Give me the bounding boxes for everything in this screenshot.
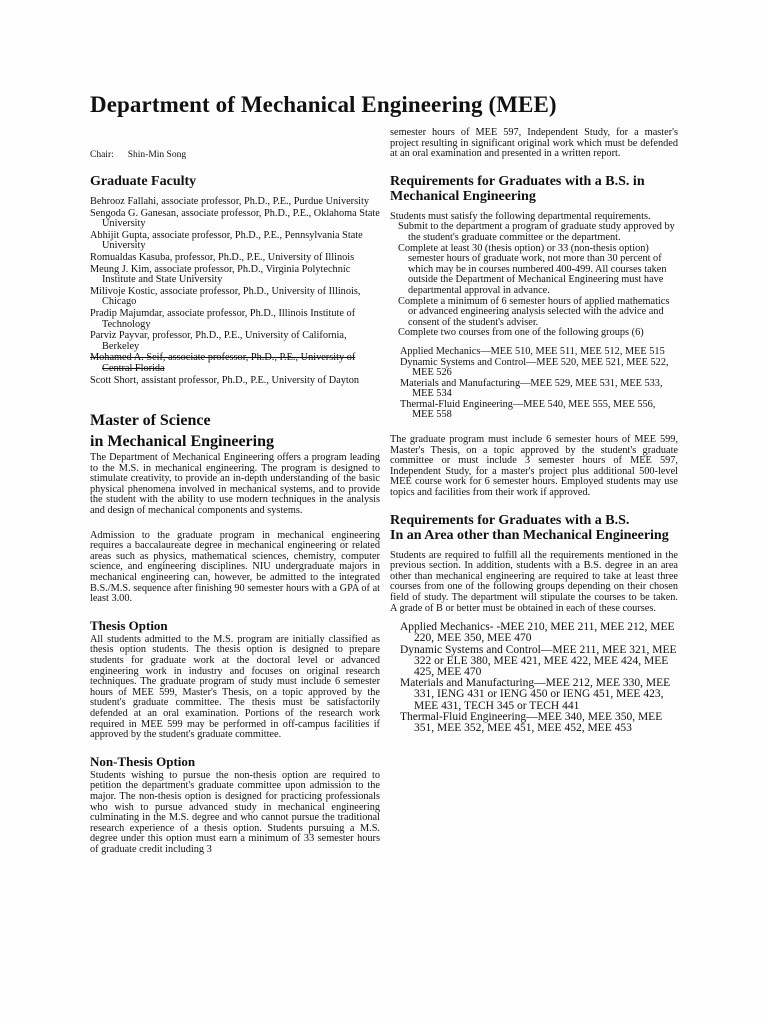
bs-course-groups: [390, 347, 678, 421]
requirement-item: Complete two courses from one of the following groups (6): [398, 327, 644, 339]
right-column: [390, 128, 678, 734]
left-column: [90, 128, 380, 856]
course-group: Dynamic Systems and Control—MEE 211, MEE 321, MEE 322 or ELE 380, MEE 421, MEE 422, MEE 424, MEE 425, MEE 470: [400, 643, 677, 678]
other-course-groups: [390, 622, 678, 734]
faculty-member: Behrooz Fallahi, associate professor, Ph.D., P.E., Purdue University: [90, 196, 369, 207]
ms-heading-line2: in Mechanical Engineering: [90, 433, 274, 451]
other-requirements-heading-line1: Requirements for Graduates with a B.S.: [390, 512, 630, 528]
ms-paragraph-2: Admission to the graduate program in mechanical engineering requires a baccalaureate degree in mechanical engineering or related areas such as physics, mathematical sciences, chemistry, computer science, and engineering disciplines. NIU undergraduate majors in mechanical engineering can, however, be admitted to the integrated B.S./M.S. sequence after finishing 90 semester hours with a GPA of at least 3.00.: [90, 529, 380, 605]
non-thesis-option-heading: Non-Thesis Option: [90, 753, 196, 769]
faculty-member: Pradip Majumdar, associate professor, Ph.D., Illinois Institute of Technology: [90, 307, 356, 330]
faculty-member-struck: Mohamed A. Seif, associate professor, Ph.D., P.E., University of Central Florida: [90, 352, 356, 374]
faculty-member: Meung J. Kim, associate professor, Ph.D., Virginia Polytechnic Institute and State University: [90, 263, 351, 286]
requirement-item: Complete at least 30 (thesis option) or 33 (non-thesis option) semester hours of graduate work, not more than 30 percent of which may be in courses numbered 400-499. All courses taken outside the Department of Mechanical Engineering must have departmental approval in advance.: [398, 242, 667, 296]
page-title: Department of Mechanical Engineering (MEE): [90, 92, 557, 117]
requirement-item: Submit to the department a program of graduate study approved by the student's graduate committee or the department.: [398, 221, 675, 243]
faculty-member: Milivoje Kostic, associate professor, Ph.D., University of Illinois, Chicago: [90, 285, 361, 308]
faculty-member: Abhijit Gupta, associate professor, Ph.D., P.E., Pennsylvania State University: [90, 229, 363, 252]
non-thesis-continued: semester hours of MEE 597, Independent Study, for a master's project resulting in significant original work which must be defended at an oral examination and presented in a written report.: [390, 127, 678, 160]
course-group: Materials and Manufacturing—MEE 212, MEE 330, MEE 331, IENG 431 or IENG 450 or IENG 451, MEE 423, MEE 431, TECH 345 or TECH 441: [400, 677, 671, 712]
bs-requirements-heading: Requirements for Graduates with a B.S. in Mechanical Engineering: [390, 173, 645, 204]
non-thesis-option-text: Students wishing to pursue the non-thesis option are required to petition the department's graduate committee upon admission to the major. The non-thesis option is designed for practicing professionals who wish to pursue advanced study in mechanical engineering culminating in the M.S. degree and who cannot pursue the traditional research experience of a thesis option. Students pursuing a M.S. degree under this option must earn a minimum of 33 semester hours of graduate credit including 3: [90, 769, 380, 855]
requirement-item: Complete a minimum of 6 semester hours of applied mathematics or advanced engineering analysis selected with the advice and consent of the student's adviser.: [398, 295, 670, 328]
bs-requirements-list: [390, 222, 678, 339]
course-group: Materials and Manufacturing—MEE 529, MEE 531, MEE 533, MEE 534: [400, 377, 663, 400]
thesis-option-text: All students admitted to the M.S. program are initially classified as thesis option students. The thesis option is designed to prepare students for graduate work at the doctoral level or advanced engineering work in industry and focuses on original research techniques. The graduate program of study must include 6 semester hours of MEE 599, Master's Thesis, on a topic approved by the student's graduate committee. The thesis must be satisfactorily defended at an oral examination. Portions of the research work required in MEE 599 may be performed in off-campus facilities if approved by the student's graduate committee.: [90, 633, 380, 741]
ms-paragraph-1: The Department of Mechanical Engineering offers a program leading to the M.S. in mechanical engineering. The program is designed to stimulate creativity, to provide an in-depth understanding of the basic physical phenomena involved in mechanical systems, and to provide the student with the ability to use modern techniques in the analysis and design of mechanical components and systems.: [90, 452, 380, 517]
other-requirements-heading-line2: In an Area other than Mechanical Engineering: [390, 527, 669, 543]
faculty-member: Scott Short, assistant professor, Ph.D., P.E., University of Dayton: [90, 374, 360, 386]
faculty-member: Romualdas Kasuba, professor, Ph.D., P.E., University of Illinois: [90, 251, 355, 263]
faculty-member: Parviz Payvar, professor, Ph.D., P.E., University of California, Berkeley: [90, 330, 347, 352]
course-group: Dynamic Systems and Control—MEE 520, MEE 521, MEE 522, MEE 526: [400, 356, 669, 379]
other-requirements-text: Students are required to fulfill all the requirements mentioned in the previous section. In addition, students with a B.S. degree in an area other than mechanical engineering are required to take at least three courses from one of the following groups depending on their chosen field of study. The department will stipulate the courses to be taken. A grade of B or better must be obtained in each of these courses.: [390, 549, 678, 614]
course-group: Applied Mechanics—MEE 510, MEE 511, MEE 512, MEE 515: [400, 345, 665, 357]
course-group: Thermal-Fluid Engineering—MEE 540, MEE 555, MEE 556, MEE 558: [400, 398, 656, 421]
bs-requirements-closing: The graduate program must include 6 semester hours of MEE 599, Master's Thesis, on a topic approved by the student's graduate committee or must include 3 semester hours of MEE 597, Independent Study, for a master's project plus additional 500-level MEE course work for 6 semester hours. Employed students may use topics and facilities from their work if approved.: [390, 434, 678, 499]
course-group: Thermal-Fluid Engineering—MEE 340, MEE 350, MEE 351, MEE 352, MEE 451, MEE 452, MEE 453: [400, 710, 663, 735]
faculty-list: [90, 197, 380, 386]
ms-heading-line1: Master of Science: [90, 412, 211, 430]
thesis-option-heading: Thesis Option: [90, 617, 168, 633]
bs-requirements-intro: Students must satisfy the following departmental requirements.: [390, 210, 651, 222]
chair-name: Shin-Min Song: [127, 150, 187, 160]
graduate-faculty-heading: Graduate Faculty: [90, 174, 197, 189]
chair-label: Chair:: [90, 150, 114, 160]
chair-line: [90, 150, 380, 160]
faculty-member: Sengoda G. Ganesan, associate professor, Ph.D., P.E., Oklahoma State University: [90, 207, 380, 230]
course-group: Applied Mechanics- -MEE 210, MEE 211, MEE 212, MEE 220, MEE 350, MEE 470: [400, 621, 675, 645]
